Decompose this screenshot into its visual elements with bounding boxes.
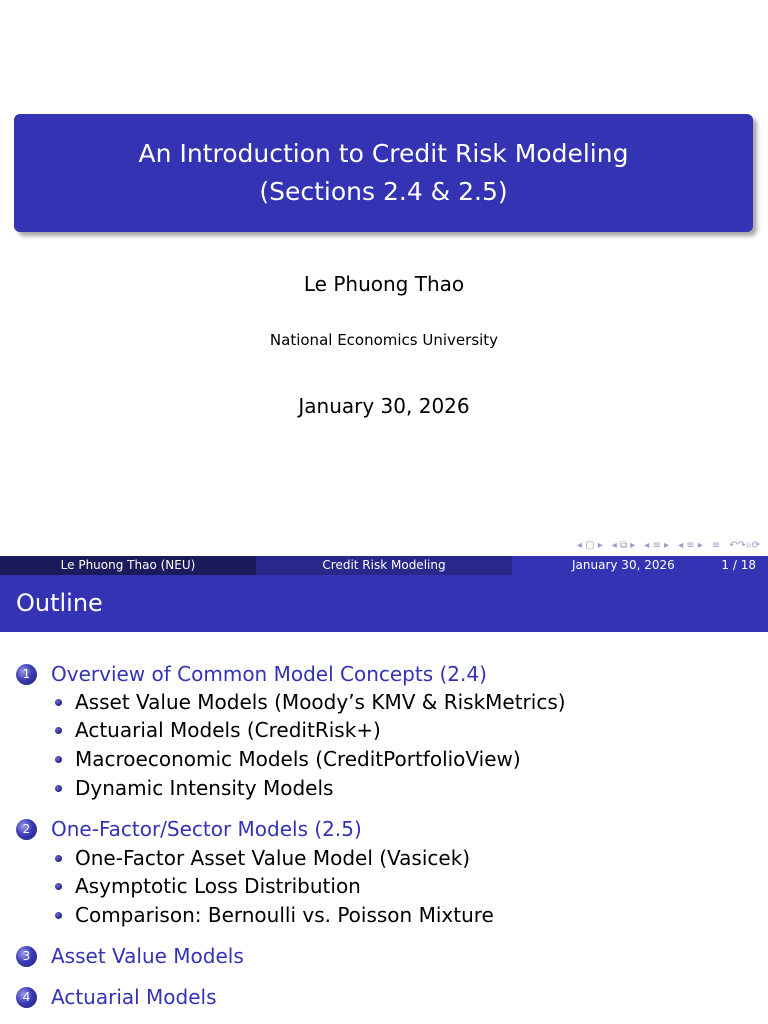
- subsection-label: One-Factor Asset Value Model (Vasicek): [75, 846, 471, 870]
- author-name: Le Phuong Thao: [303, 272, 465, 296]
- bullet-icon: [55, 756, 62, 763]
- bullet-icon: [55, 883, 62, 890]
- frame-title-bar: [0, 575, 768, 632]
- subsection-label: Actuarial Models (CreditRisk+): [75, 718, 381, 742]
- toc-section-2[interactable]: [16, 817, 362, 841]
- bullet-icon: [55, 699, 62, 706]
- toc-section-1[interactable]: [16, 662, 487, 686]
- toc-subsection[interactable]: [55, 874, 361, 898]
- nav-appendix-icon[interactable]: ≡: [711, 539, 721, 551]
- toc-subsection[interactable]: [55, 776, 333, 800]
- subsection-label: Asymptotic Loss Distribution: [75, 874, 361, 898]
- section-label: Asset Value Models: [51, 944, 244, 968]
- section-number-ball: 2: [16, 819, 37, 840]
- nav-document-icon[interactable]: ◂ ≡ ▸: [678, 539, 703, 551]
- subsection-label: Dynamic Intensity Models: [75, 776, 334, 800]
- toc-subsection[interactable]: [55, 718, 381, 742]
- section-label: Overview of Common Model Concepts (2.4): [51, 662, 487, 686]
- toc-subsection[interactable]: [55, 747, 521, 771]
- section-label: One-Factor/Sector Models (2.5): [51, 817, 362, 841]
- section-number-ball: 3: [16, 946, 37, 967]
- toc-section-4[interactable]: [16, 985, 217, 1009]
- title-line-1: An Introduction to Credit Risk Modeling: [138, 139, 629, 168]
- bullet-icon: [55, 855, 62, 862]
- frame-title: Outline: [16, 589, 103, 617]
- subsection-label: Asset Value Models (Moody’s KMV & RiskMetrics): [75, 690, 566, 714]
- section-number-ball: 4: [16, 987, 37, 1008]
- toc-section-3[interactable]: [16, 944, 244, 968]
- title-line-2: (Sections 2.4 & 2.5): [259, 177, 508, 206]
- institute-name: National Economics University: [269, 331, 499, 349]
- nav-frame-icon[interactable]: ◂ ▢ ▸: [576, 539, 603, 551]
- section-label: Actuarial Models: [51, 985, 217, 1009]
- toc-subsection[interactable]: [55, 846, 470, 870]
- nav-search-icon[interactable]: ↶↷⌕⟳: [729, 539, 760, 551]
- footline-page-number: 1 / 18: [721, 558, 756, 572]
- footline-date: January 30, 2026: [572, 558, 675, 572]
- toc-subsection[interactable]: [55, 690, 566, 714]
- presentation-date: January 30, 2026: [298, 394, 470, 418]
- bullet-icon: [55, 785, 62, 792]
- subsection-label: Comparison: Bernoulli vs. Poisson Mixture: [75, 903, 494, 927]
- footline: [0, 556, 768, 575]
- subsection-label: Macroeconomic Models (CreditPortfolioView): [75, 747, 521, 771]
- nav-subsection-icon[interactable]: ◂ ⧉ ▸: [611, 539, 636, 551]
- footline-author: Le Phuong Thao (NEU): [0, 556, 256, 575]
- section-number-ball: 1: [16, 664, 37, 685]
- title-block: [14, 114, 753, 232]
- bullet-icon: [55, 912, 62, 919]
- beamer-navigation-bar: [577, 538, 760, 552]
- nav-section-icon[interactable]: ◂ ≡ ▸: [644, 539, 670, 551]
- footline-date-page: [512, 556, 768, 575]
- bullet-icon: [55, 727, 62, 734]
- toc-subsection[interactable]: [55, 903, 494, 927]
- footline-title: Credit Risk Modeling: [256, 556, 512, 575]
